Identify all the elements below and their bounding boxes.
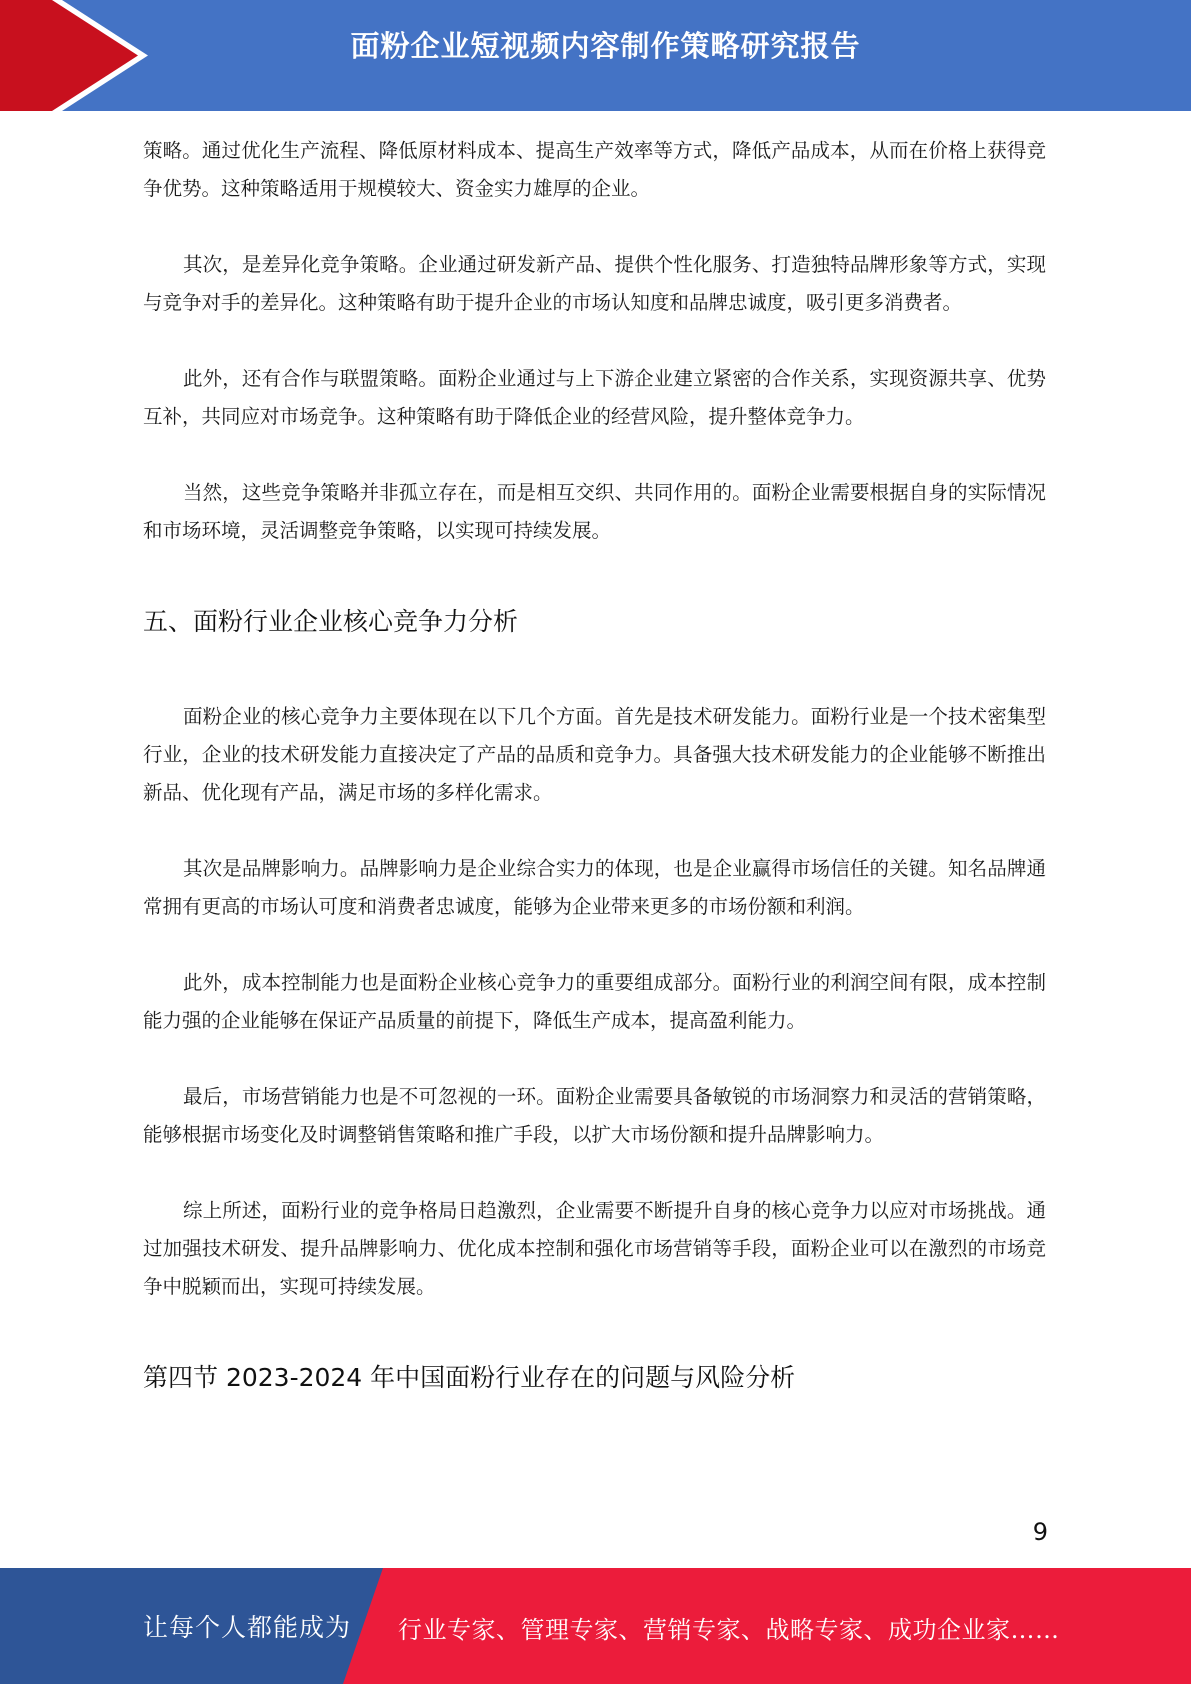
paragraph-alliance: 此外，还有合作与联盟策略。面粉企业通过与上下游企业建立紧密的合作关系，实现资源共享、优势互补，共同应对市场竞争。这种策略有助于降低企业的经营风险，提升整体竞争力。 bbox=[143, 367, 1046, 428]
footer-slogan-left: 让每个人都能成为 bbox=[143, 1613, 352, 1642]
section-heading-risks: 第四节 2023-2024 年中国面粉行业存在的问题与风险分析 bbox=[143, 1363, 796, 1392]
page-header bbox=[0, 0, 1191, 111]
paragraph-cost-control: 此外，成本控制能力也是面粉企业核心竞争力的重要组成部分。面粉行业的利润空间有限，成本控制能力强的企业能够在保证产品质量的前提下，降低生产成本，提高盈利能力。 bbox=[143, 971, 1046, 1032]
footer-slogan-right: 行业专家、管理专家、营销专家、战略专家、成功企业家…… bbox=[398, 1616, 1060, 1644]
paragraph-marketing: 最后，市场营销能力也是不可忽视的一环。面粉企业需要具备敏锐的市场洞察力和灵活的营销策略，能够根据市场变化及时调整销售策略和推广手段，以扩大市场份额和提升品牌影响力。 bbox=[143, 1085, 1046, 1146]
paragraph-strategy-summary: 当然，这些竞争策略并非孤立存在，而是相互交织、共同作用的。面粉企业需要根据自身的实际情况和市场环境，灵活调整竞争策略，以实现可持续发展。 bbox=[143, 481, 1046, 542]
page-number: 9 bbox=[1032, 1518, 1048, 1546]
section-heading-core-competitiveness: 五、面粉行业企业核心竞争力分析 bbox=[143, 607, 519, 636]
paragraph-differentiation: 其次，是差异化竞争策略。企业通过研发新产品、提供个性化服务、打造独特品牌形象等方式，实现与竞争对手的差异化。这种策略有助于提升企业的市场认知度和品牌忠诚度，吸引更多消费者。 bbox=[143, 253, 1046, 314]
report-title: 面粉企业短视频内容制作策略研究报告 bbox=[350, 29, 861, 63]
paragraph-cost-leadership: 策略。通过优化生产流程、降低原材料成本、提高生产效率等方式，降低产品成本，从而在价格上获得竞争优势。这种策略适用于规模较大、资金实力雄厚的企业。 bbox=[143, 139, 1046, 200]
paragraph-brand-influence: 其次是品牌影响力。品牌影响力是企业综合实力的体现，也是企业赢得市场信任的关键。知名品牌通常拥有更高的市场认可度和消费者忠诚度，能够为企业带来更多的市场份额和利润。 bbox=[143, 857, 1046, 918]
main-content bbox=[143, 132, 1046, 1394]
paragraph-tech-rnd: 面粉企业的核心竞争力主要体现在以下几个方面。首先是技术研发能力。面粉行业是一个技术密集型行业，企业的技术研发能力直接决定了产品的品质和竞争力。具备强大技术研发能力的企业能够不断推出新品、优化现有产品，满足市场的多样化需求。 bbox=[143, 705, 1046, 804]
paragraph-conclusion: 综上所述，面粉行业的竞争格局日趋激烈，企业需要不断提升自身的核心竞争力以应对市场挑战。通过加强技术研发、提升品牌影响力、优化成本控制和强化市场营销等手段，面粉企业可以在激烈的市场竞争中脱颖而出，实现可持续发展。 bbox=[143, 1199, 1046, 1298]
page-footer bbox=[0, 1568, 1191, 1684]
